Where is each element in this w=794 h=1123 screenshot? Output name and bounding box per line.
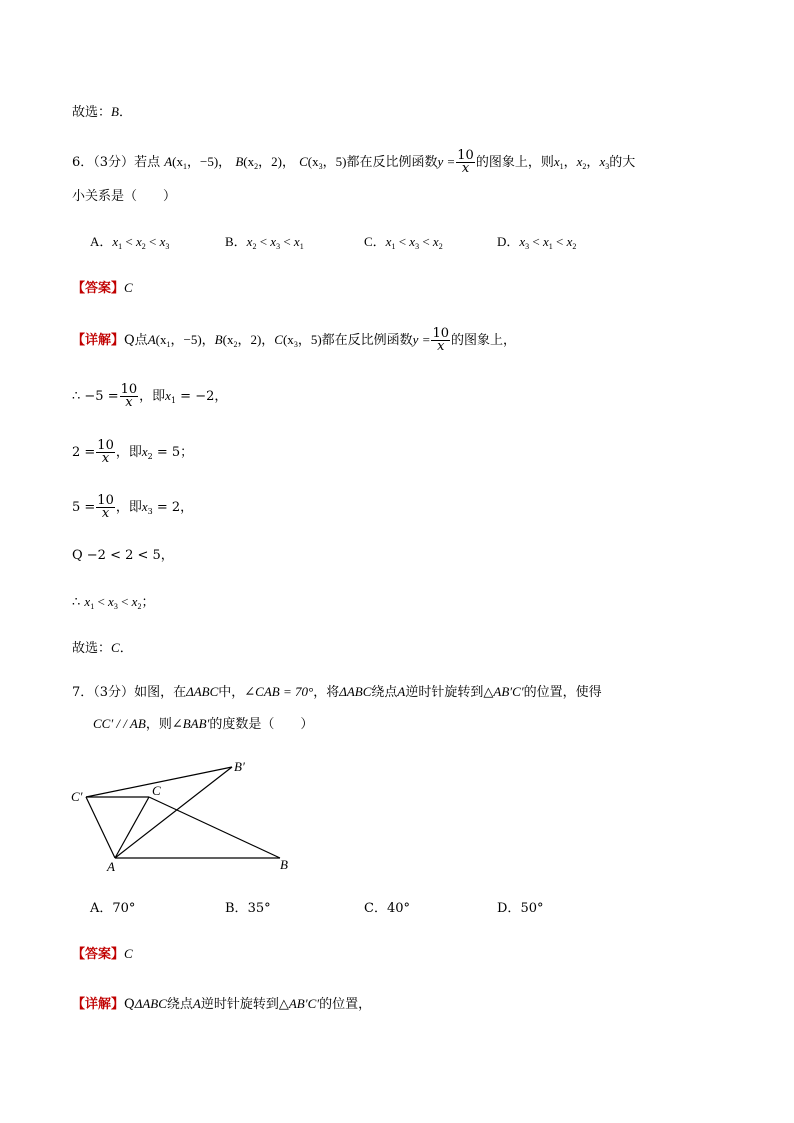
detail-tag: 【详解】 xyxy=(72,997,125,1012)
q6-number: 6． xyxy=(72,155,94,170)
segment-a-b-prime xyxy=(115,767,232,858)
q7-option-c[interactable]: C．40° xyxy=(364,901,410,916)
q6-conclusion: 故选：C． xyxy=(72,640,133,656)
segment-a-c xyxy=(115,797,149,858)
q7-number: 7． xyxy=(72,685,94,700)
q6-step4: Q −2 < 2 < 5， xyxy=(72,548,174,563)
answer-tag: 【答案】 xyxy=(72,947,125,962)
q5-conclusion: 故选：B． xyxy=(72,104,132,120)
q7-option-a[interactable]: A．70° xyxy=(90,901,136,916)
q7-rotation-figure xyxy=(60,755,310,880)
label-b-prime: B′ xyxy=(234,759,245,774)
q7-answer: 【答案】C xyxy=(72,946,133,962)
q7-score: （3分） xyxy=(93,685,135,700)
q6-step5: ∴ $x_1 < x_3 < x_2$； xyxy=(72,594,155,611)
q6-step2: 2 = $\frac{10}{x}$ ，即$x_2 = 5$； xyxy=(72,438,194,466)
label-b: B xyxy=(280,857,288,872)
q6-step1: ∴ −5 = $\frac{10}{x}$ ，即$x_1 = -2$， xyxy=(72,382,228,410)
segment-c-prime-a xyxy=(86,797,115,858)
q7-stem-line1: 7．（3分）如图，在ΔABC中，∠CAB = 70°，将ΔABC绕点A逆时针旋转到△AB′C′的位置，使得 xyxy=(72,684,602,700)
q7-option-d[interactable]: D．50° xyxy=(497,901,544,916)
q6-score: （3分） xyxy=(93,155,135,170)
q6-answer: 【答案】C xyxy=(72,280,133,296)
fraction-10-over-x: $\frac{10}{x}$ xyxy=(432,326,450,354)
q6-option-a[interactable]: A．$x_1 < x_2 < x_3$ xyxy=(90,234,170,251)
q7-detail-line1: 【详解】QΔABC绕点A逆时针旋转到△AB′C′的位置， xyxy=(72,996,372,1012)
detail-tag: 【详解】 xyxy=(72,333,125,348)
fraction-10-over-x: $\frac{10}{x}$ xyxy=(457,148,474,176)
q7-stem-line2: CC′ / / AB，则∠BAB′的度数是（ ） xyxy=(93,716,314,732)
q6-detail-line1: 【详解】Q点$A(x_1$，−5)，$B(x_2$，2)，$C(x_3$，5)都在反比例函数y = $\frac{10}{x}$ 的图象上， xyxy=(72,326,517,354)
label-c: C xyxy=(152,783,161,798)
q6-stem-line2: 小关系是（ ） xyxy=(72,189,177,204)
segment-c-b xyxy=(149,797,280,858)
label-a: A xyxy=(107,859,115,874)
q7-option-b[interactable]: B．35° xyxy=(225,901,271,916)
answer-tag: 【答案】 xyxy=(72,281,125,296)
q6-option-c[interactable]: C．$x_1 < x_3 < x_2$ xyxy=(364,234,443,251)
q6-option-d[interactable]: D．$x_3 < x_1 < x_2$ xyxy=(497,234,577,251)
label-c-prime: C′ xyxy=(71,789,83,804)
q6-option-b[interactable]: B．$x_2 < x_3 < x_1$ xyxy=(225,234,304,251)
q6-step3: 5 = $\frac{10}{x}$ ，即$x_3 = 2$， xyxy=(72,493,194,521)
q6-stem-line1: 6．（3分）若点 $A(x_1$，−5)， $B(x_2$，2)， $C(x_3$，5)都在反比例函数y = $\frac{10}{x}$ 的图象上，则$x_1$，$x_2$，$x_3$的大 xyxy=(72,148,636,176)
